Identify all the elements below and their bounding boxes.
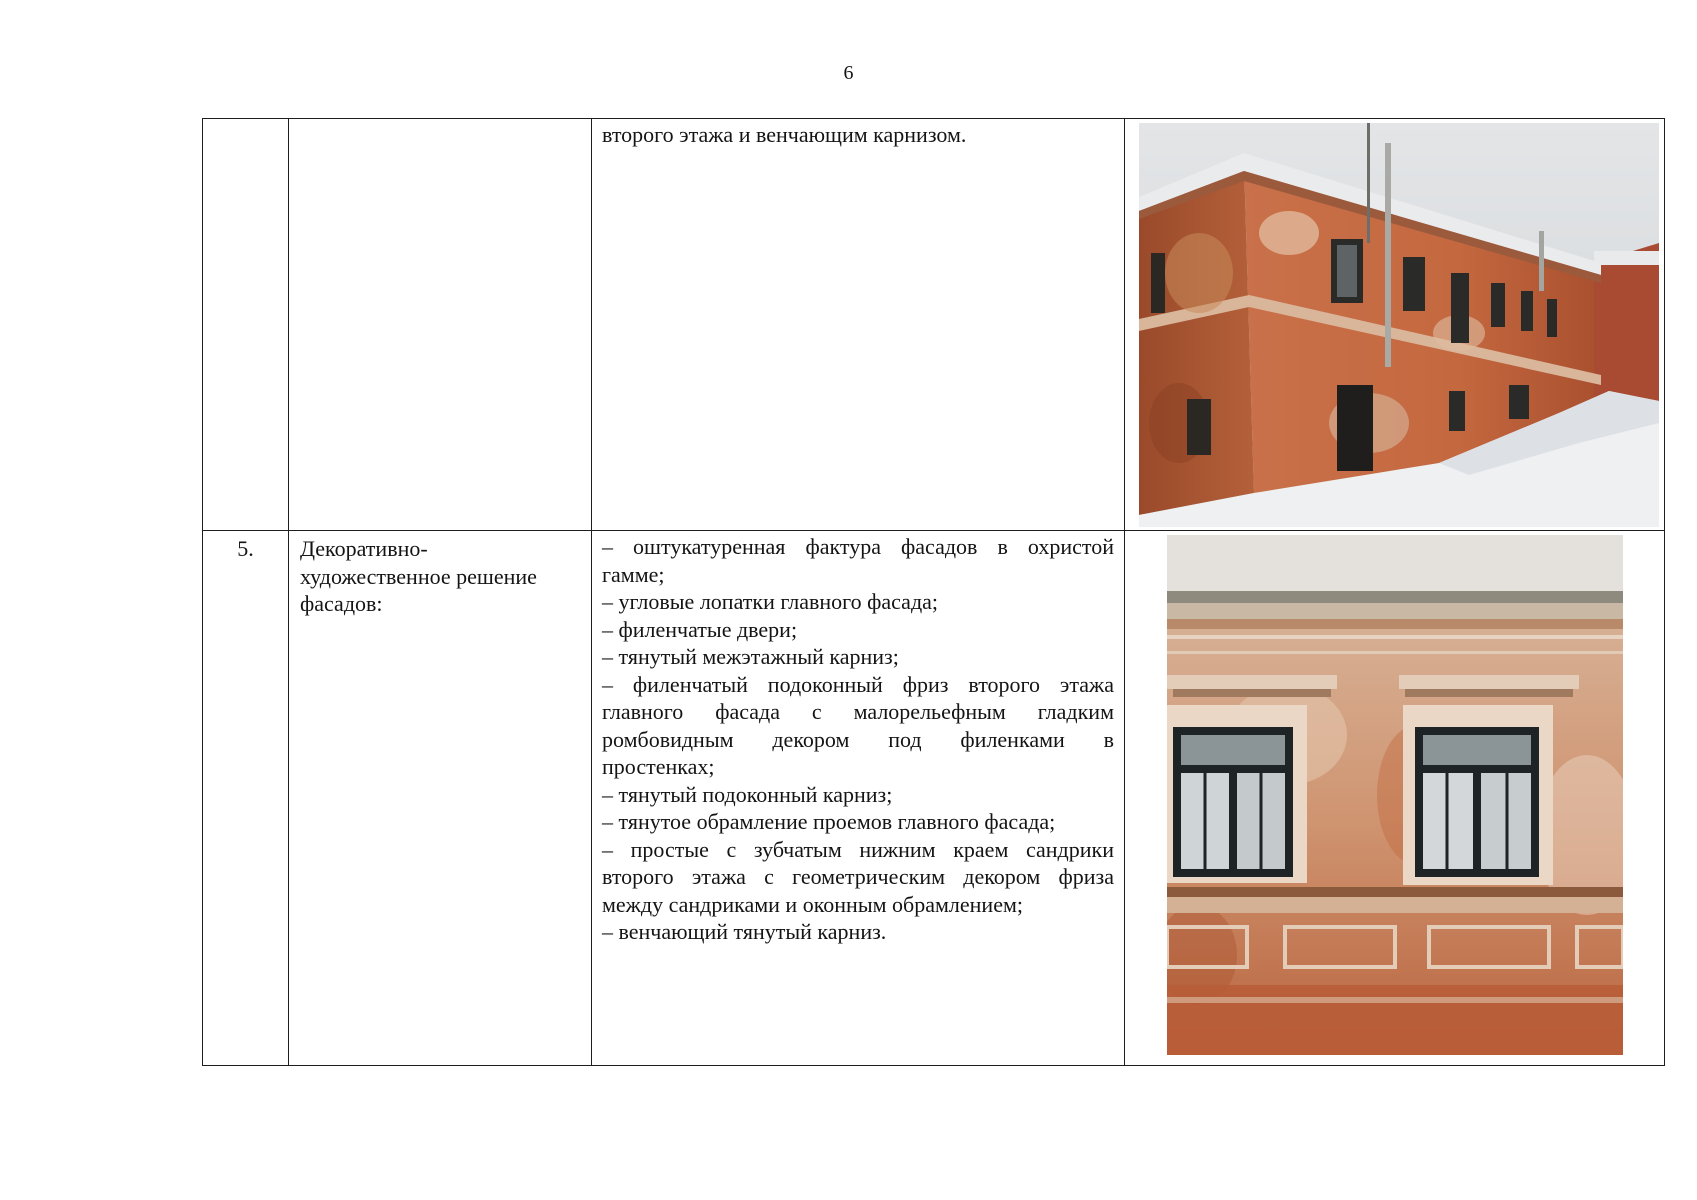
description-line: – оштукатуренная фактура фасадов в охристой <box>602 534 1114 559</box>
row-name-line: фасадов: <box>300 591 383 616</box>
row-description-cell <box>592 119 1125 531</box>
description-line: ромбовидным декором под филенками в <box>602 726 1114 752</box>
row-description-cell <box>592 531 1125 1066</box>
description-line: между сандриками и оконным обрамлением; <box>602 891 1023 917</box>
row-photo-cell <box>1125 119 1665 531</box>
building-corner-winter-photo <box>1139 123 1659 527</box>
row-number-cell: 5. <box>203 531 289 1066</box>
description-line: – филенчатые двери; <box>602 616 798 642</box>
description-line: простенках; <box>602 754 715 779</box>
row-photo-cell <box>1125 531 1665 1066</box>
table-row <box>203 119 1665 531</box>
row-name-line: художественное решение <box>300 563 537 589</box>
facade-windows-detail-photo <box>1167 535 1623 1055</box>
description-line: – филенчатый подоконный фриз второго этажа <box>602 671 1114 697</box>
description-table <box>202 118 1665 1066</box>
table-row <box>203 531 1665 1066</box>
description-line: – тянутый межэтажный карниз; <box>602 644 899 669</box>
description-line: второго этажа с геометрическим декором фриза <box>602 864 1114 889</box>
row-name-line: Декоративно- <box>300 536 428 561</box>
row-number-cell <box>203 119 289 531</box>
row-name-cell <box>289 531 592 1066</box>
description-line: – тянутое обрамление проемов главного фасада; <box>602 809 1056 834</box>
description-line: – угловые лопатки главного фасада; <box>602 589 939 614</box>
description-line: – тянутый подоконный карниз; <box>602 781 893 807</box>
description-line: главного фасада с малорельефным гладким <box>602 699 1114 724</box>
description-line: гамме; <box>602 561 665 587</box>
page-number: 6 <box>843 62 854 84</box>
description-line: – простые с зубчатым нижним краем сандрики <box>602 836 1114 862</box>
description-line: второго этажа и венчающим карнизом. <box>602 122 967 147</box>
description-line: – венчающий тянутый карниз. <box>602 919 887 944</box>
row-name-cell <box>289 119 592 531</box>
